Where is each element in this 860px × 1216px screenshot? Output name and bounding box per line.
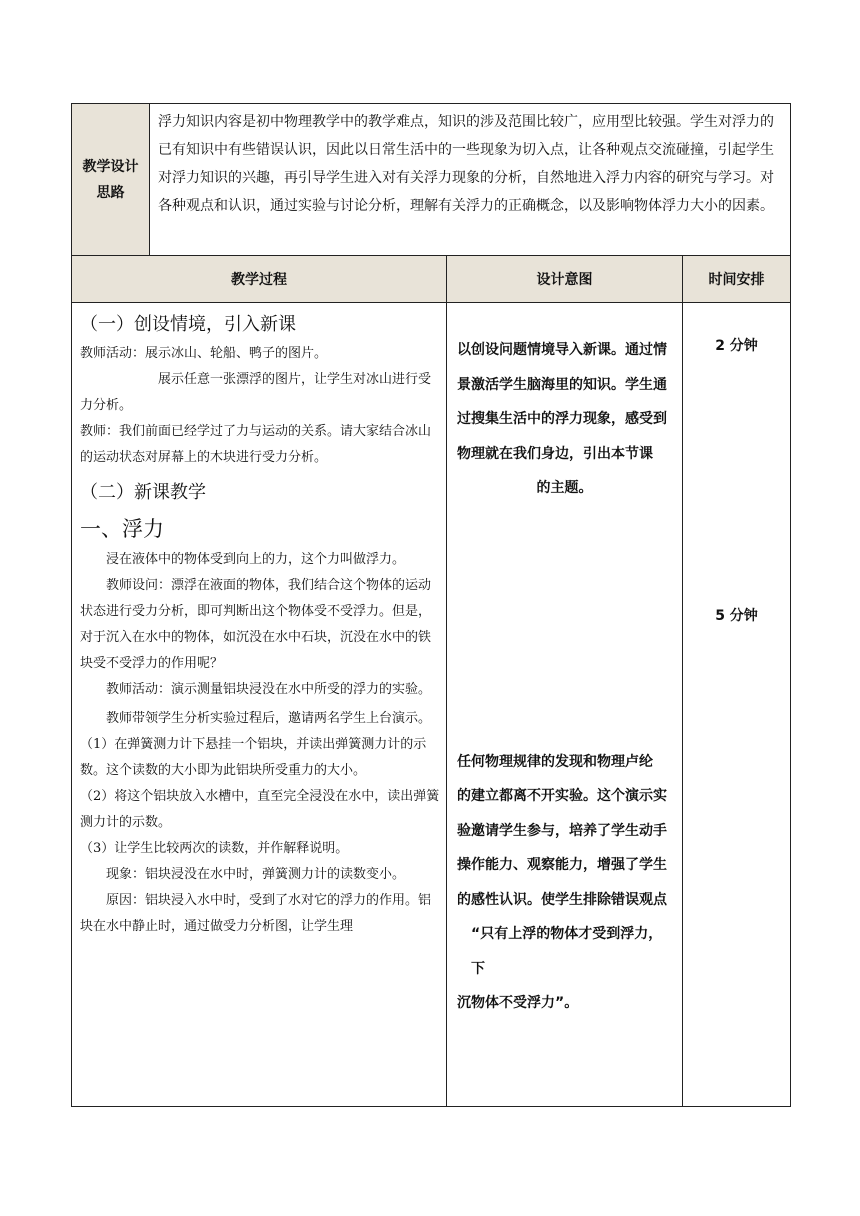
lesson-plan-table <box>71 103 791 1107</box>
intent-line: 任何物理规律的发现和物理卢纶 <box>457 753 653 770</box>
section-title-new-lesson: （二）新课教学 <box>80 482 206 503</box>
reason: 原因：铝块浸入水中时，受到了水对它的浮力的作用。铝块在水中静止时，通过做受力分析图，让学生理 <box>80 893 432 934</box>
paragraph: 教师设问：漂浮在液面的物体，我们结合这个物体的运动状态进行受力分析，即可判断出这个物体受不受浮力。但是，对于沉入在水中的物体，如沉没在水中石块，沉没在水中的铁块受不受浮力的作用呢？ <box>80 578 432 671</box>
intent-block-1 <box>457 333 672 506</box>
design-idea-label <box>72 104 150 256</box>
paragraph: 展示任意一张漂浮的图片，让学生对冰山进行受力分析。 <box>80 372 432 413</box>
intent-line: “只有上浮的物体才受到浮力，下 <box>471 926 663 977</box>
intent-cell <box>447 303 683 1107</box>
intent-line: 以创设问题情境导入新课。通过情 <box>457 342 667 358</box>
paragraph: 教师带领学生分析实验过程后，邀请两名学生上台演示。 <box>106 711 432 726</box>
design-idea-label-line1: 教学设计 <box>82 158 139 175</box>
paragraph: 教师活动：演示测量铝块浸没在水中所受的浮力的实验。 <box>106 682 432 697</box>
time-intro: 2 分钟 <box>715 338 758 354</box>
intent-line: 景激活学生脑海里的知识。学生通 <box>457 376 667 393</box>
header-time: 时间安排 <box>683 256 791 303</box>
intent-line: 的主题。 <box>536 480 593 496</box>
intent-line: 沉物体不受浮力”。 <box>457 995 579 1011</box>
intent-line: 物理就在我们身边，引出本节课 <box>457 445 653 462</box>
phenomenon: 现象：铝块浸没在水中时，弹簧测力计的读数变小。 <box>106 867 406 882</box>
intent-line: 操作能力、观察能力，增强了学生 <box>457 857 667 873</box>
time-cell <box>683 303 791 1107</box>
intent-line: 的感性认识。使学生排除错误观点 <box>457 891 667 908</box>
paragraph: 浸在液体中的物体受到向上的力，这个力叫做浮力。 <box>106 552 406 567</box>
design-idea-row <box>72 104 791 256</box>
header-process: 教学过程 <box>72 256 447 303</box>
header-row <box>72 256 791 303</box>
section-title-intro: （一）创设情境，引入新课 <box>80 314 296 335</box>
process-row <box>72 303 791 1107</box>
intent-line: 过搜集生活中的浮力现象，感受到 <box>457 411 667 427</box>
paragraph: 教师活动：展示冰山、轮船、鸭子的图片。 <box>80 346 328 361</box>
design-idea-label-line2: 思路 <box>96 184 125 201</box>
design-idea-text: 浮力知识内容是初中物理教学中的教学难点，知识的涉及范围比较广，应用型比较强。学生对浮力的已有知识中有些错误认识，因此以日常生活中的一些现象为切入点，让各种观点交流碰撞，引起学生对浮力知识的兴趣，再引导学生进入对有关浮力现象的分析，自然地进入浮力内容的研究与学习。对各种观点和认识，通过实验与讨论分析，理解有关浮力的正确概念，以及影响物体浮力大小的因素。 <box>150 104 791 256</box>
intent-line: 验邀请学生参与，培养了学生动手 <box>457 822 667 839</box>
intent-block-2 <box>457 745 672 1021</box>
paragraph: 教师：我们前面已经学过了力与运动的关系。请大家结合冰山的运动状态对屏幕上的木块进行受力分析。 <box>80 424 432 465</box>
process-cell <box>72 303 447 1107</box>
intent-line: 的建立都离不开实验。这个演示实 <box>457 788 667 804</box>
step-1: （1）在弹簧测力计下悬挂一个铝块，并读出弹簧测力计的示数。这个读数的大小即为此铝块所受重力的大小。 <box>80 737 427 778</box>
step-2: （2）将这个铝块放入水槽中，直至完全浸没在水中，读出弹簧测力计的示数。 <box>80 789 440 830</box>
header-intent: 设计意图 <box>447 256 683 303</box>
section-title-buoyancy: 一、浮力 <box>80 517 164 541</box>
time-new-lesson: 5 分钟 <box>715 608 758 624</box>
step-3: （3）让学生比较两次的读数，并作解释说明。 <box>80 841 349 856</box>
